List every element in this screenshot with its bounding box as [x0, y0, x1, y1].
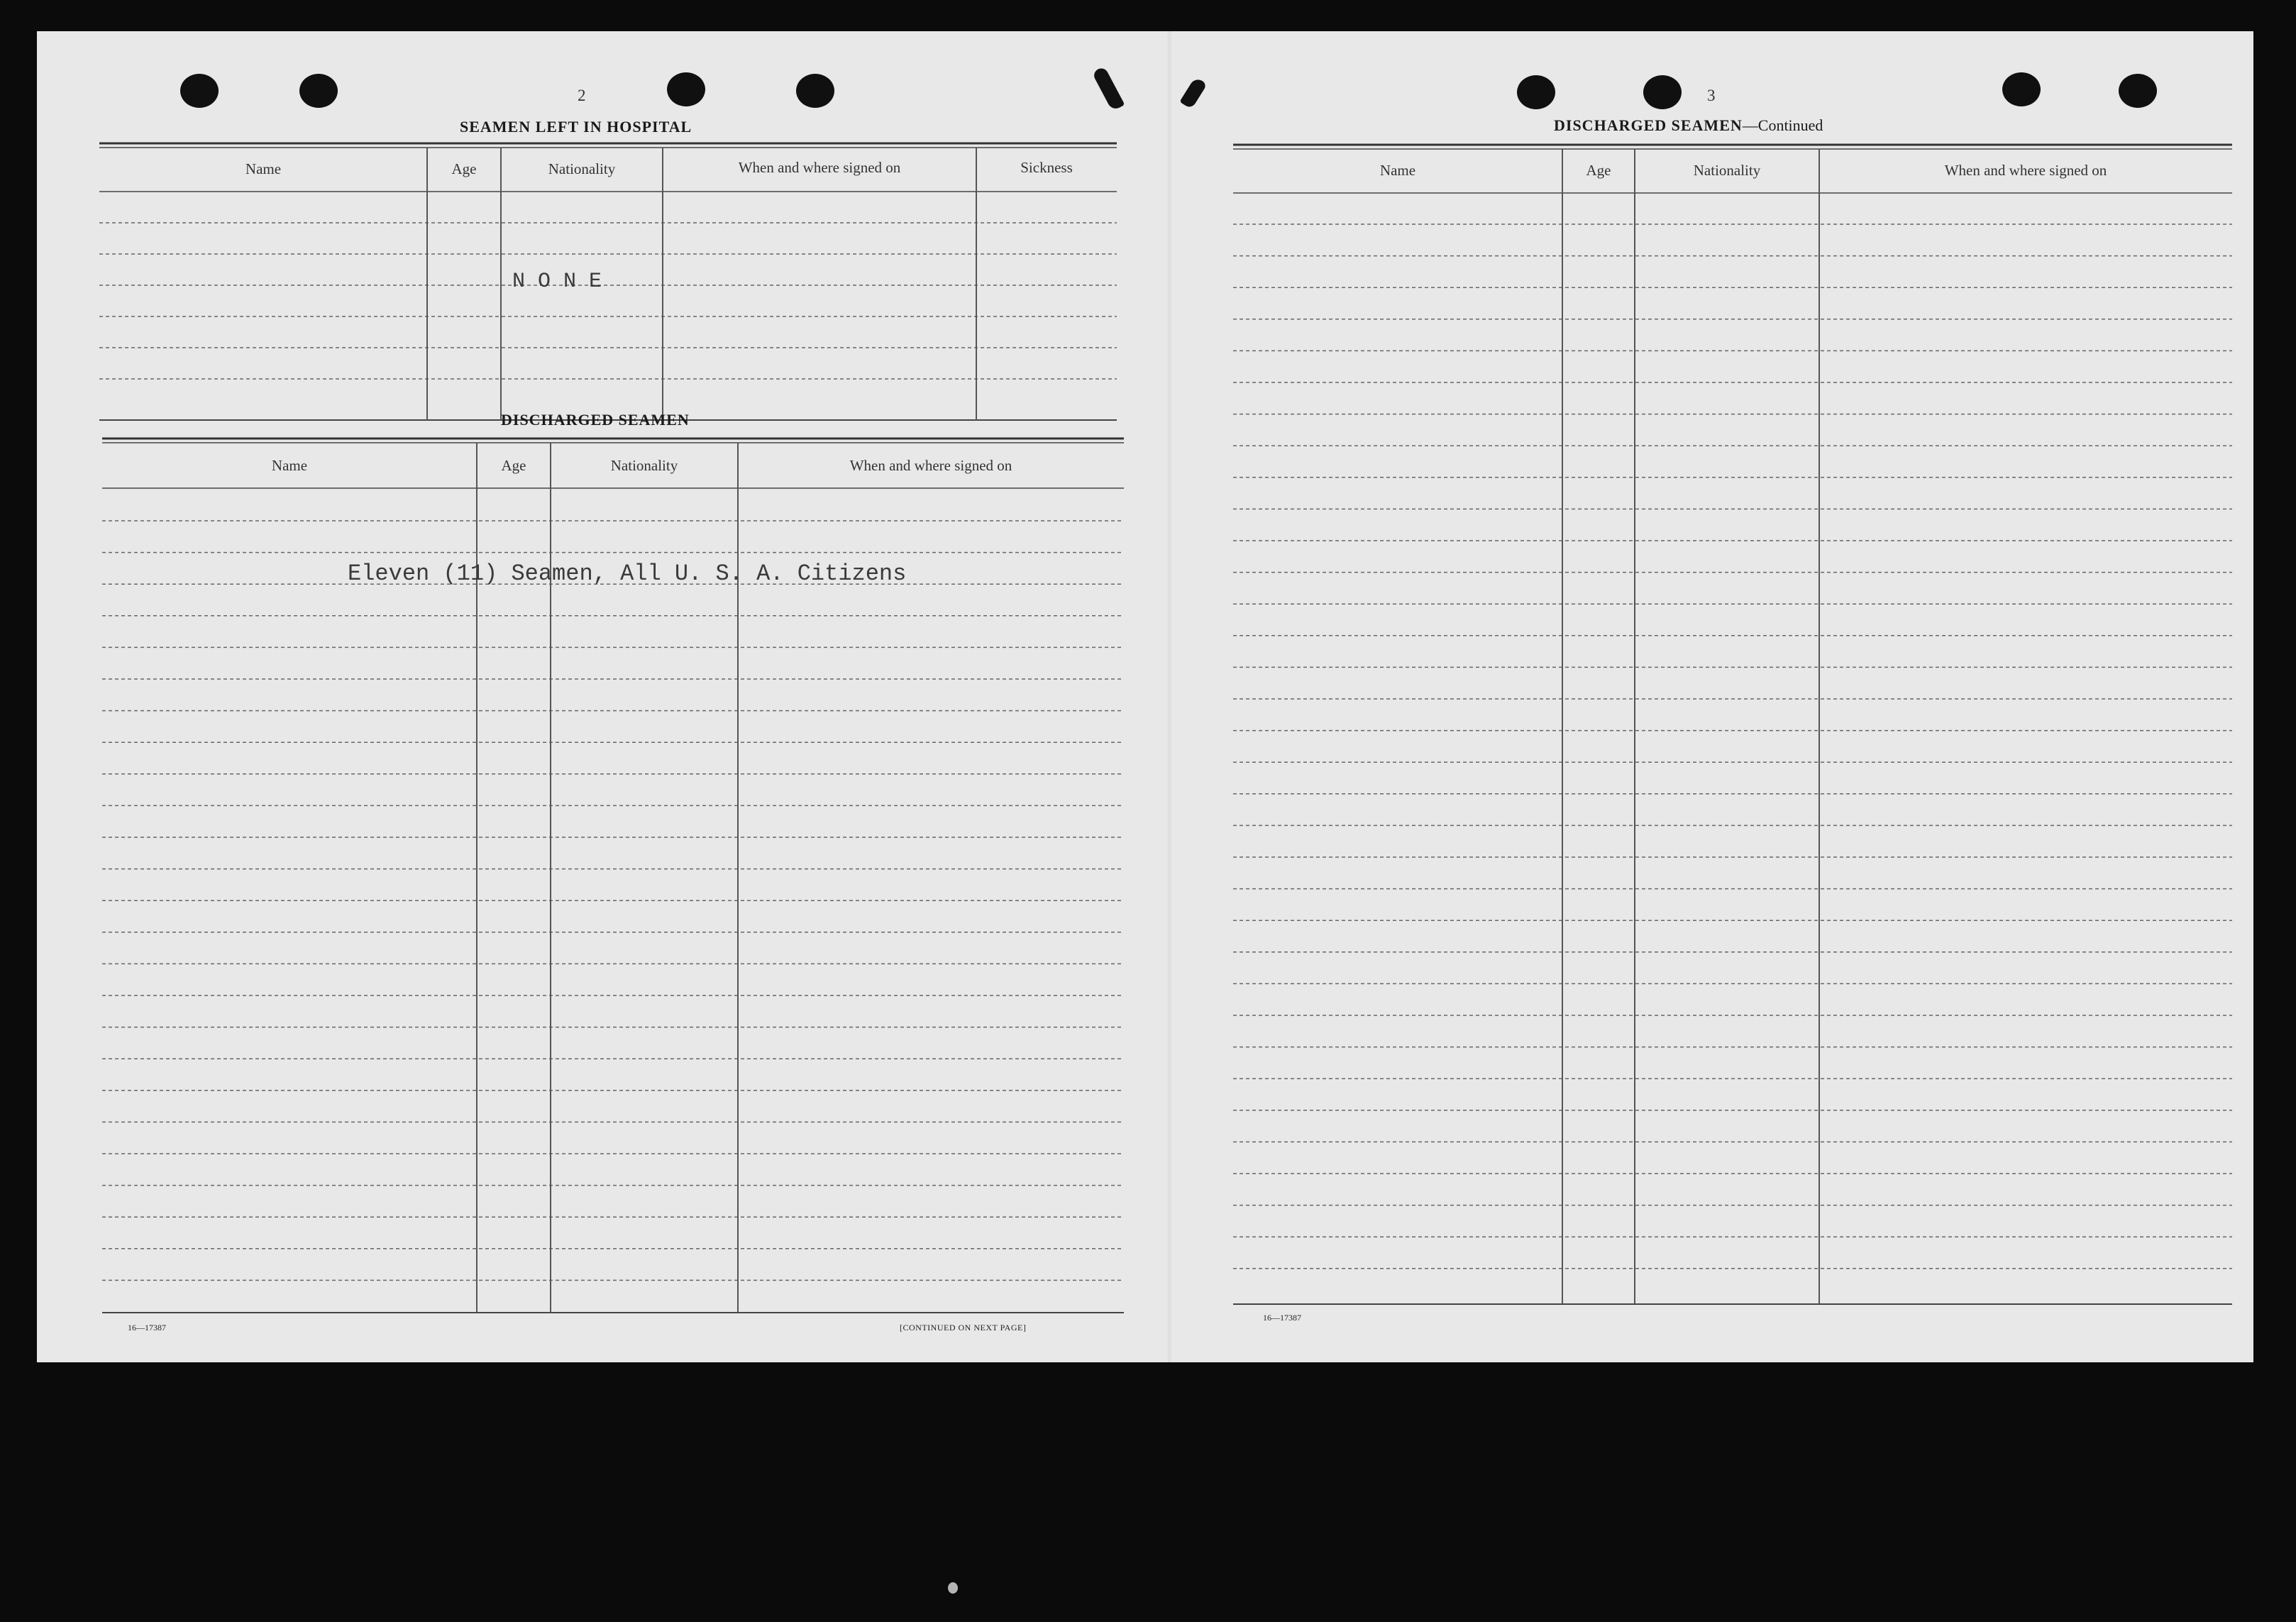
discharged-col-name: Name: [271, 457, 308, 474]
punch-hole: [796, 74, 834, 108]
hospital-col-age: Age: [451, 160, 477, 177]
punch-hole: [667, 72, 705, 106]
hospital-table-rules: [99, 143, 1117, 423]
punch-hole: [299, 74, 338, 108]
hospital-col-nationality: Nationality: [548, 160, 616, 177]
discharged-continued-title: [1554, 116, 1823, 135]
discharged-col-signed-on: When and where signed on: [849, 457, 1012, 474]
continued-col-signed-on: When and where signed on: [1944, 162, 2107, 179]
discharged-continued-title-suffix: —Continued: [1742, 116, 1823, 134]
continued-col-nationality: Nationality: [1693, 162, 1761, 179]
hospital-col-signed-on: When and where signed on: [738, 159, 901, 176]
discharged-continued-table-rules: [1233, 145, 2232, 1308]
dust-speck: [948, 1582, 958, 1594]
page-number-left: 2: [578, 87, 586, 104]
discharged-col-nationality: Nationality: [610, 457, 678, 474]
binding-clip-mark: [1092, 66, 1125, 111]
hospital-section-title: SEAMEN LEFT IN HOSPITAL: [460, 118, 692, 136]
punch-hole: [1517, 75, 1555, 109]
punch-hole: [1643, 75, 1682, 109]
binding-clip-mark: [1179, 77, 1207, 109]
discharged-continued-table: [1233, 145, 2232, 1308]
discharged-table: [102, 438, 1124, 1315]
discharged-section-title: DISCHARGED SEAMEN: [501, 411, 690, 429]
continued-col-name: Name: [1379, 162, 1416, 179]
hospital-col-name: Name: [245, 160, 282, 177]
continued-note: [CONTINUED ON NEXT PAGE]: [900, 1323, 1027, 1333]
punch-hole: [180, 74, 219, 108]
page-fold: [1166, 31, 1172, 1362]
hospital-table: [99, 143, 1117, 423]
punch-hole: [2002, 72, 2041, 106]
form-number-right: 16—17387: [1263, 1313, 1301, 1323]
page-number-right: 3: [1707, 87, 1716, 104]
discharged-col-age: Age: [501, 457, 526, 474]
form-number-left: 16—17387: [128, 1323, 166, 1333]
discharged-continued-title-main: DISCHARGED SEAMEN: [1554, 116, 1743, 134]
hospital-entry-none: N O N E: [512, 270, 602, 294]
ledger-spread: [37, 31, 2253, 1362]
continued-col-age: Age: [1586, 162, 1611, 179]
hospital-col-sickness: Sickness: [1020, 159, 1073, 176]
discharged-entry-text: Eleven (11) Seamen, All U. S. A. Citizens: [348, 561, 907, 587]
punch-hole: [2119, 74, 2157, 108]
